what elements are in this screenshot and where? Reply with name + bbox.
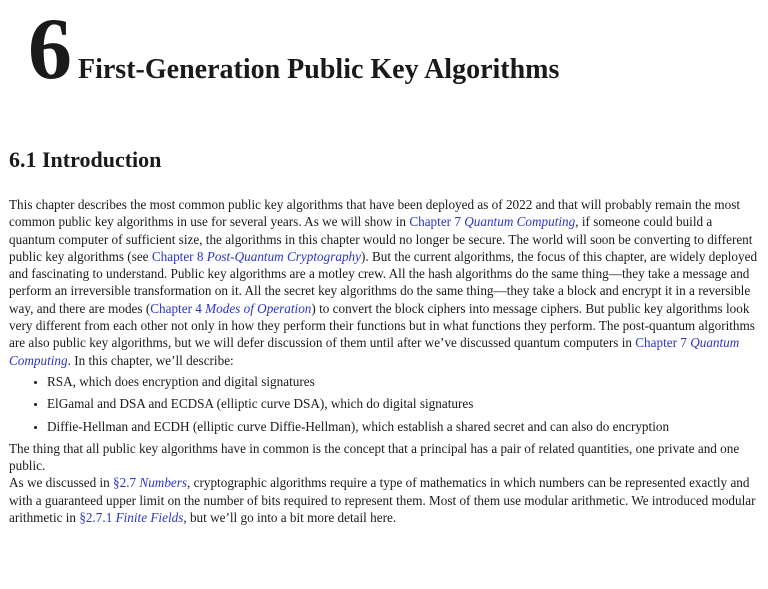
link-section-2-7-numbers[interactable]: §2.7 Numbers — [113, 475, 188, 491]
section-body — [9, 196, 761, 526]
intro-paragraph: This chapter describes the most common public key algorithms that have been deployed as of 2022 and that will probably remain the most common public key algorithms in use for several years. As we will show in Chapter 7 Quantum Computing, if someone could build a quantum computer of sufficient size, the algorithms in this chapter would no longer be secure. The world will soon be converting to different public key algorithms (see Chapter 8 Post-Quantum Cryptography). But the current algorithms, the focus of this chapter, are widely deployed and fascinating to understand. Public key algorithms are a motley crew. All the hash algorithms do the same thing—they take a message and perform an irreversible transformation on it. All the secret key algorithms do the same thing—they take a block and encrypt it in a reversible way, and there are modes (Chapter 4 Modes of Operation) to convert the block ciphers into message ciphers. But public key algorithms look very different from each other not only in how they perform their functions but in what functions they perform. The post-quantum algorithms are also public key algorithms, but we will defer discussion of them until after we’ve discussed quantum computers in Chapter 7 Quantum Computing. In this chapter, we’ll describe: — [9, 197, 758, 368]
list-item: • RSA, which does encryption and digital signatures — [47, 373, 761, 390]
link-chapter-8-post-quantum-cryptography[interactable]: Chapter 8 Post-Quantum Cryptography — [151, 248, 361, 264]
key-pair-paragraph: The thing that all public key algorithms have in common is the concept that a principal has a pair of related quantities, one private and one public. — [9, 440, 740, 474]
list-item: • ElGamal and DSA and ECDSA (elliptic curve DSA), which do digital signatures — [47, 395, 761, 412]
link-chapter-7-quantum-computing-2[interactable]: Chapter 7 Quantum Computing — [9, 335, 740, 368]
algorithm-list — [9, 373, 761, 435]
link-section-2-7-1-finite-fields[interactable]: §2.7.1 Finite Fields — [79, 510, 184, 526]
link-chapter-7-quantum-computing[interactable]: Chapter 7 Quantum Computing — [409, 214, 576, 230]
chapter-title: First-Generation Public Key Algorithms — [78, 54, 560, 85]
numbers-paragraph: As we discussed in §2.7 Numbers, cryptographic algorithms require a type of mathematics in which numbers can be represented exactly and with a guaranteed upper limit on the number of bits required to represent them. Most of them use modular arithmetic. We introduced modular arithmetic in §2.7.1 Finite Fields, but we’ll go into a bit more detail here. — [9, 475, 756, 526]
link-chapter-4-modes-of-operation[interactable]: Chapter 4 Modes of Operation — [150, 300, 312, 316]
section-title: 6.1 Introduction — [9, 147, 162, 172]
list-item: • Diffie-Hellman and ECDH (elliptic curve Diffie-Hellman), which establish a shared secret and can also do encryption — [47, 418, 761, 435]
chapter-number: 6 — [28, 1, 70, 98]
chapter-heading — [28, 1, 560, 98]
